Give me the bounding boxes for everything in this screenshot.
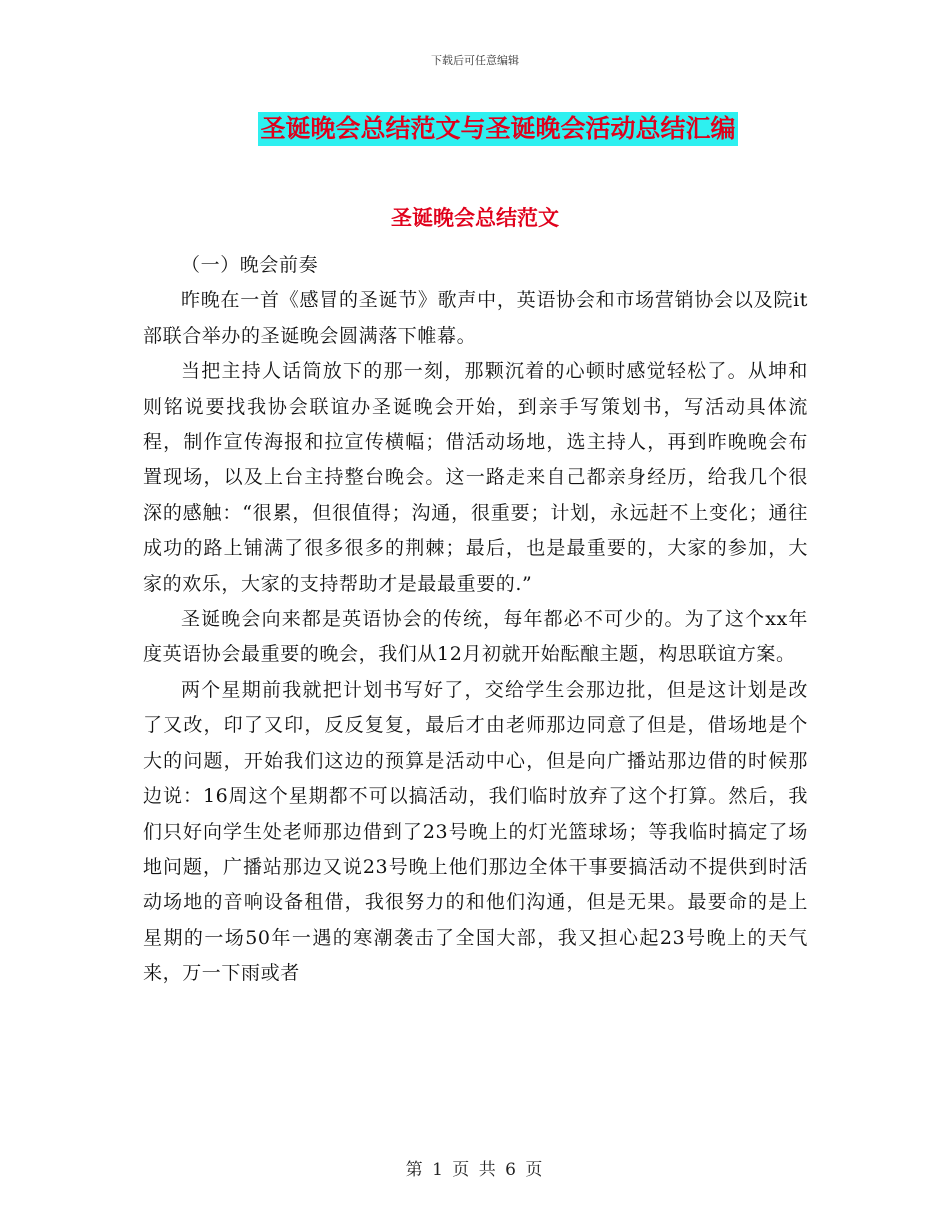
- paragraph: 圣诞晚会向来都是英语协会的传统，每年都必不可少的。为了这个xx年度英语协会最重要的晚会，我们从12月初就开始酝酿主题，构思联谊方案。: [143, 608, 808, 666]
- paragraph-heading: （一）晚会前奏: [181, 254, 319, 276]
- document-title: [0, 112, 950, 146]
- page-number: 第 1 页 共 6 页: [405, 1160, 545, 1180]
- paragraph: 两个星期前我就把计划书写好了，交给学生会那边批，但是这计划是改了又改，印了又印，反反复复，最后才由老师那边同意了但是，借场地是个大的问题，开始我们这边的预算是活动中心，但是向广播站那边借的时候那边说：16周这个星期都不可以搞活动，我们临时放弃了这个打算。然后，我们只好向学生处老师那边借到了23号晚上的灯光篮球场；等我临时搞定了场地问题，广播站那边又说23号晚上他们那边全体干事要搞活动不提供到时活动场地的音响设备租借，我很努力的和他们沟通，但是无果。最要命的是上星期的一场50年一遇的寒潮袭击了全国大部，我又担心起23号晚上的天气来，万一下雨或者: [143, 678, 808, 985]
- header-note: 下载后可任意编辑: [431, 54, 519, 67]
- document-title-text: 圣诞晚会总结范文与圣诞晚会活动总结汇编: [258, 112, 737, 146]
- paragraph: 昨晚在一首《感冒的圣诞节》歌声中，英语协会和市场营销协会以及院it部联合举办的圣诞晚会圆满落下帷幕。: [143, 289, 808, 347]
- section-title: 圣诞晚会总结范文: [391, 206, 559, 230]
- document-body: [143, 248, 808, 992]
- paragraph: 当把主持人话筒放下的那一刻，那颗沉着的心顿时感觉轻松了。从坤和则铭说要找我协会联谊办圣诞晚会开始，到亲手写策划书，写活动具体流程，制作宣传海报和拉宣传横幅；借活动场地，选主持人，再到昨晚晚会布置现场，以及上台主持整台晚会。这一路走来自己都亲身经历，给我几个很深的感触：“很累，但很值得；沟通，很重要；计划，永远赶不上变化；通往成功的路上铺满了很多很多的荆棘；最后，也是最重要的，大家的参加，大家的欢乐，大家的支持帮助才是最最重要的.”: [143, 360, 808, 595]
